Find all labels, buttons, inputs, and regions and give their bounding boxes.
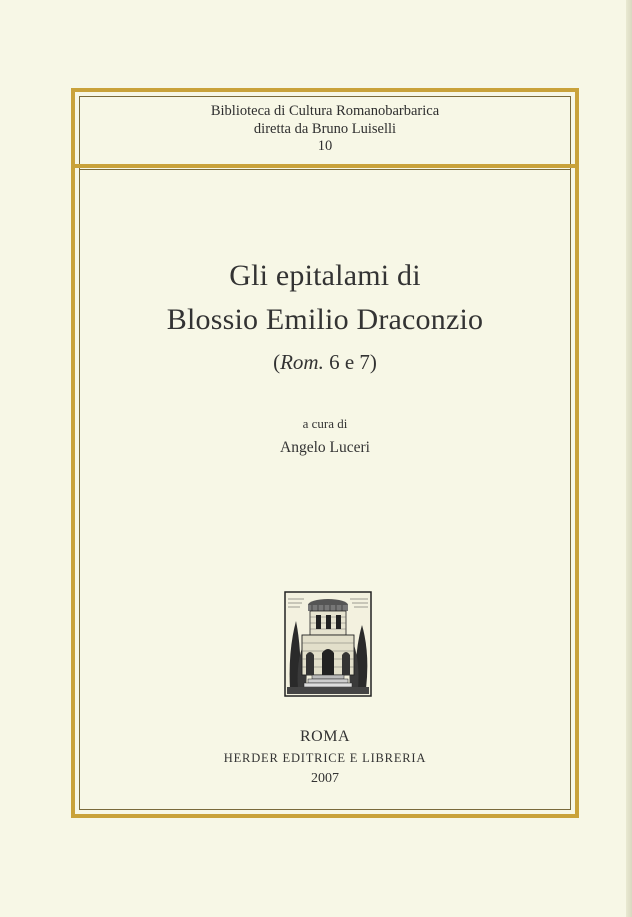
editor-prefix: a cura di	[302, 416, 348, 431]
book-title	[79, 254, 571, 342]
imprint-publisher: HERDER EDITRICE E LIBRERIA	[223, 751, 427, 765]
series-editor: diretta da Bruno Luiselli	[253, 120, 397, 137]
subtitle-italic: Rom.	[280, 350, 324, 374]
series-header	[79, 96, 571, 168]
cover-edge-shadow	[626, 0, 632, 917]
series-title: Biblioteca di Cultura Romanobarbarica	[210, 103, 440, 119]
title-line-2: Blossio Emilio Draconzio	[166, 303, 484, 336]
series-divider	[73, 164, 577, 168]
subtitle-open: (	[273, 350, 281, 374]
imprint-place: ROMA	[299, 728, 350, 745]
imprint-year: 2007	[311, 771, 339, 786]
book-subtitle	[79, 350, 571, 375]
editor-name: Angelo Luceri	[280, 439, 370, 456]
series-number: 10	[317, 138, 333, 154]
subtitle-rest: 6 e 7)	[323, 350, 377, 374]
title-line-1: Gli epitalami di	[229, 259, 421, 292]
imprint	[79, 726, 571, 790]
mausoleum-emblem-icon	[284, 591, 372, 697]
series-divider-rule	[79, 169, 571, 170]
